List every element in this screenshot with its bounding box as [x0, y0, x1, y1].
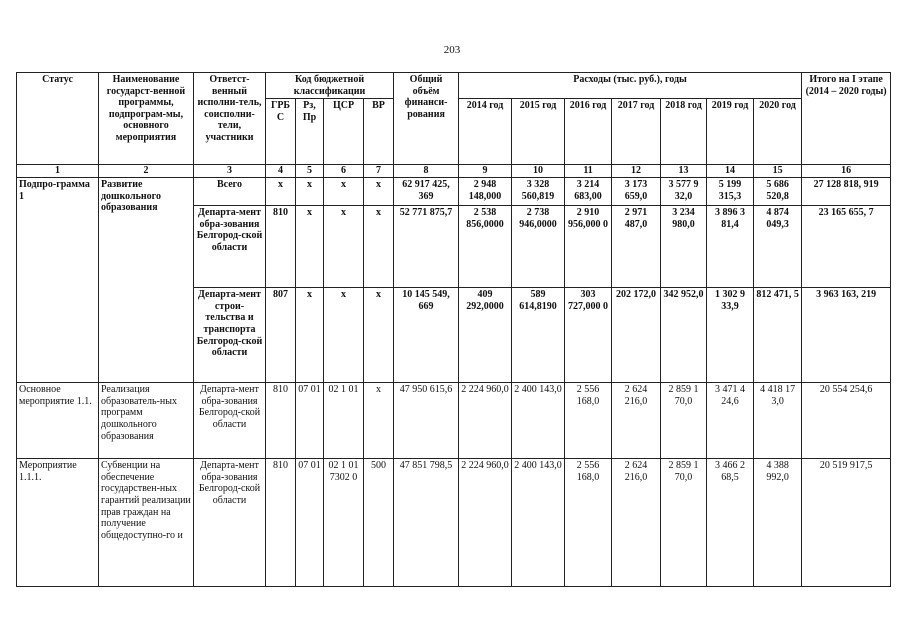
y2020-cell: 4 418 17 3,0: [754, 383, 802, 459]
header-rzpr: Рз, Пр: [296, 99, 324, 165]
rzpr-cell: х: [296, 288, 324, 383]
y2017-cell: 2 624 216,0: [612, 459, 661, 587]
y2014-cell: 2 224 960,0: [459, 459, 512, 587]
grbs-cell: 810: [266, 206, 296, 288]
csr-cell: 02 1 01: [324, 383, 364, 459]
y2016-cell: 2 910 956,000 0: [565, 206, 612, 288]
header-y2019: 2019 год: [707, 99, 754, 165]
header-responsible: Ответст-венный исполни-тель, соисполни-тели, участники: [194, 73, 266, 165]
y2016-cell: 303 727,000 0: [565, 288, 612, 383]
status-cell: Мероприятие 1.1.1.: [17, 459, 99, 587]
col-num: 15: [754, 165, 802, 178]
rzpr-cell: х: [296, 178, 324, 206]
total-cell: 52 771 875,7: [394, 206, 459, 288]
vr-cell: х: [364, 383, 394, 459]
grbs-cell: х: [266, 178, 296, 206]
y2014-cell: 2 948 148,000: [459, 178, 512, 206]
y2018-cell: 342 952,0: [661, 288, 707, 383]
header-grbs: ГРБ С: [266, 99, 296, 165]
header-expenses: Расходы (тыс. руб.), годы: [459, 73, 802, 99]
y2015-cell: 589 614,8190: [512, 288, 565, 383]
y2015-cell: 2 400 143,0: [512, 459, 565, 587]
y2019-cell: 3 471 4 24,6: [707, 383, 754, 459]
y2015-cell: 3 328 560,819: [512, 178, 565, 206]
grbs-cell: 810: [266, 383, 296, 459]
y2016-cell: 2 556 168,0: [565, 383, 612, 459]
col-num: 3: [194, 165, 266, 178]
vr-cell: х: [364, 288, 394, 383]
responsible-cell: Всего: [194, 178, 266, 206]
stage-total-cell: 20 519 917,5: [802, 459, 891, 587]
csr-cell: 02 1 01 7302 0: [324, 459, 364, 587]
col-num: 4: [266, 165, 296, 178]
col-num: 11: [565, 165, 612, 178]
total-cell: 62 917 425, 369: [394, 178, 459, 206]
col-num: 14: [707, 165, 754, 178]
y2016-cell: 2 556 168,0: [565, 459, 612, 587]
status-cell: Подпро-грамма 1: [17, 178, 99, 383]
name-cell: Субвенции на обеспечение государствен-ных гарантий реализации прав граждан на получение общедоступно-го и: [99, 459, 194, 587]
y2018-cell: 2 859 1 70,0: [661, 383, 707, 459]
page-number: 203: [443, 44, 461, 56]
table-row: [17, 459, 891, 587]
total-cell: 10 145 549, 669: [394, 288, 459, 383]
col-num: 10: [512, 165, 565, 178]
col-num: 9: [459, 165, 512, 178]
vr-cell: 500: [364, 459, 394, 587]
y2017-cell: 202 172,0: [612, 288, 661, 383]
header-y2017: 2017 год: [612, 99, 661, 165]
header-y2015: 2015 год: [512, 99, 565, 165]
total-cell: 47 851 798,5: [394, 459, 459, 587]
header-name: Наименование государст-венной программы, подпрограм-мы, основного мероприятия: [99, 73, 194, 165]
grbs-cell: 807: [266, 288, 296, 383]
col-num: 7: [364, 165, 394, 178]
csr-cell: х: [324, 178, 364, 206]
stage-total-cell: 23 165 655, 7: [802, 206, 891, 288]
responsible-cell: Департа-мент обра-зования Белгород-ской области: [194, 383, 266, 459]
vr-cell: х: [364, 178, 394, 206]
name-cell: Развитие дошкольного образования: [99, 178, 194, 383]
col-num: 16: [802, 165, 891, 178]
col-num: 8: [394, 165, 459, 178]
col-num: 6: [324, 165, 364, 178]
rzpr-cell: х: [296, 206, 324, 288]
name-cell: Реализация образователь-ных программ дошкольного образования: [99, 383, 194, 459]
y2018-cell: 2 859 1 70,0: [661, 459, 707, 587]
header-csr: ЦСР: [324, 99, 364, 165]
header-total: Общий объём финанси-рования: [394, 73, 459, 165]
y2017-cell: 3 173 659,0: [612, 178, 661, 206]
status-cell: Основное мероприятие 1.1.: [17, 383, 99, 459]
rzpr-cell: 07 01: [296, 459, 324, 587]
header-y2014: 2014 год: [459, 99, 512, 165]
y2019-cell: 3 896 3 81,4: [707, 206, 754, 288]
column-number-row: [17, 165, 891, 178]
header-stage-total: Итого на I этапе (2014 – 2020 годы): [802, 73, 891, 165]
y2019-cell: 3 466 2 68,5: [707, 459, 754, 587]
y2019-cell: 1 302 9 33,9: [707, 288, 754, 383]
budget-table: [16, 72, 891, 587]
header-y2020: 2020 год: [754, 99, 802, 165]
header-vr: ВР: [364, 99, 394, 165]
col-num: 1: [17, 165, 99, 178]
table-row: [17, 383, 891, 459]
y2018-cell: 3 234 980,0: [661, 206, 707, 288]
col-num: 12: [612, 165, 661, 178]
grbs-cell: 810: [266, 459, 296, 587]
csr-cell: х: [324, 206, 364, 288]
y2017-cell: 2 624 216,0: [612, 383, 661, 459]
vr-cell: х: [364, 206, 394, 288]
col-num: 2: [99, 165, 194, 178]
responsible-cell: Департа-мент обра-зования Белгород-ской области: [194, 459, 266, 587]
csr-cell: х: [324, 288, 364, 383]
total-cell: 47 950 615,6: [394, 383, 459, 459]
header-budget-code: Код бюджетной классификации: [266, 73, 394, 99]
y2014-cell: 409 292,0000: [459, 288, 512, 383]
y2020-cell: 4 874 049,3: [754, 206, 802, 288]
responsible-cell: Департа-мент строи-тельства и транспорта Белгород-ской области: [194, 288, 266, 383]
header-y2018: 2018 год: [661, 99, 707, 165]
y2020-cell: 4 388 992,0: [754, 459, 802, 587]
y2018-cell: 3 577 9 32,0: [661, 178, 707, 206]
table-row: [17, 178, 891, 206]
header-status: Статус: [17, 73, 99, 165]
stage-total-cell: 27 128 818, 919: [802, 178, 891, 206]
y2016-cell: 3 214 683,00: [565, 178, 612, 206]
y2015-cell: 2 738 946,0000: [512, 206, 565, 288]
col-num: 5: [296, 165, 324, 178]
stage-total-cell: 20 554 254,6: [802, 383, 891, 459]
col-num: 13: [661, 165, 707, 178]
y2014-cell: 2 538 856,0000: [459, 206, 512, 288]
y2014-cell: 2 224 960,0: [459, 383, 512, 459]
header-y2016: 2016 год: [565, 99, 612, 165]
y2020-cell: 812 471, 5: [754, 288, 802, 383]
stage-total-cell: 3 963 163, 219: [802, 288, 891, 383]
rzpr-cell: 07 01: [296, 383, 324, 459]
y2015-cell: 2 400 143,0: [512, 383, 565, 459]
y2020-cell: 5 686 520,8: [754, 178, 802, 206]
y2019-cell: 5 199 315,3: [707, 178, 754, 206]
responsible-cell: Департа-мент обра-зования Белгород-ской области: [194, 206, 266, 288]
y2017-cell: 2 971 487,0: [612, 206, 661, 288]
